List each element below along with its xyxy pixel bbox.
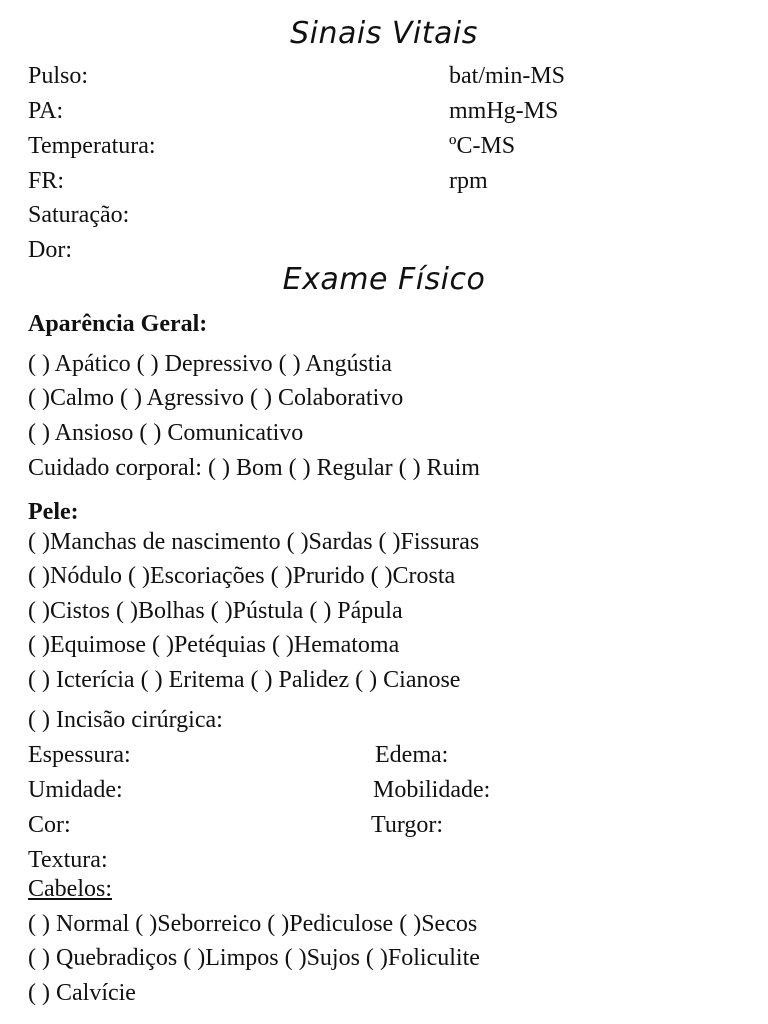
blood-pressure-unit: mmHg-MS	[449, 98, 559, 124]
turgor-label: Turgor:	[371, 812, 444, 838]
texture-label: Textura:	[28, 847, 108, 873]
hair-heading: Cabelos:	[28, 876, 112, 902]
surgical-incision-line: ( ) Incisão cirúrgica:	[28, 707, 223, 733]
hair-line: ( ) Calvície	[28, 980, 136, 1006]
edema-label: Edema:	[375, 742, 449, 768]
color-label: Cor:	[28, 812, 71, 838]
respiratory-rate-label: FR:	[28, 168, 65, 194]
appearance-line: ( )Calmo ( ) Agressivo ( ) Colaborativo	[28, 385, 404, 411]
temperature-unit: ºC-MS	[449, 133, 516, 159]
appearance-line: ( ) Ansioso ( ) Comunicativo	[28, 420, 304, 446]
skin-line: ( ) Icterícia ( ) Eritema ( ) Palidez ( ) Cianose	[28, 667, 461, 693]
pulse-label: Pulso:	[28, 63, 89, 89]
skin-line: ( )Manchas de nascimento ( )Sardas ( )Fissuras	[28, 529, 480, 555]
temperature-label: Temperatura:	[28, 133, 156, 159]
vitals-title: Sinais Vitais	[290, 16, 478, 51]
appearance-line: ( ) Apático ( ) Depressivo ( ) Angústia	[28, 351, 392, 377]
skin-heading: Pele:	[28, 499, 79, 525]
pulse-unit: bat/min-MS	[449, 63, 566, 89]
skin-line: ( )Equimose ( )Petéquias ( )Hematoma	[28, 632, 400, 658]
thickness-label: Espessura:	[28, 742, 131, 768]
mobility-label: Mobilidade:	[373, 777, 491, 803]
appearance-heading: Aparência Geral:	[28, 311, 208, 337]
respiratory-rate-unit: rpm	[449, 168, 488, 194]
hair-line: ( ) Quebradiços ( )Limpos ( )Sujos ( )Foliculite	[28, 945, 480, 971]
exam-title: Exame Físico	[282, 262, 486, 297]
skin-line: ( )Nódulo ( )Escoriações ( )Prurido ( )Crosta	[28, 563, 456, 589]
blood-pressure-label: PA:	[28, 98, 64, 124]
body-care-line: Cuidado corporal: ( ) Bom ( ) Regular ( ) Ruim	[28, 455, 480, 481]
pain-label: Dor:	[28, 237, 72, 263]
humidity-label: Umidade:	[28, 777, 123, 803]
skin-line: ( )Cistos ( )Bolhas ( )Pústula ( ) Pápula	[28, 598, 403, 624]
saturation-label: Saturação:	[28, 202, 130, 228]
hair-line: ( ) Normal ( )Seborreico ( )Pediculose ( )Secos	[28, 911, 478, 937]
